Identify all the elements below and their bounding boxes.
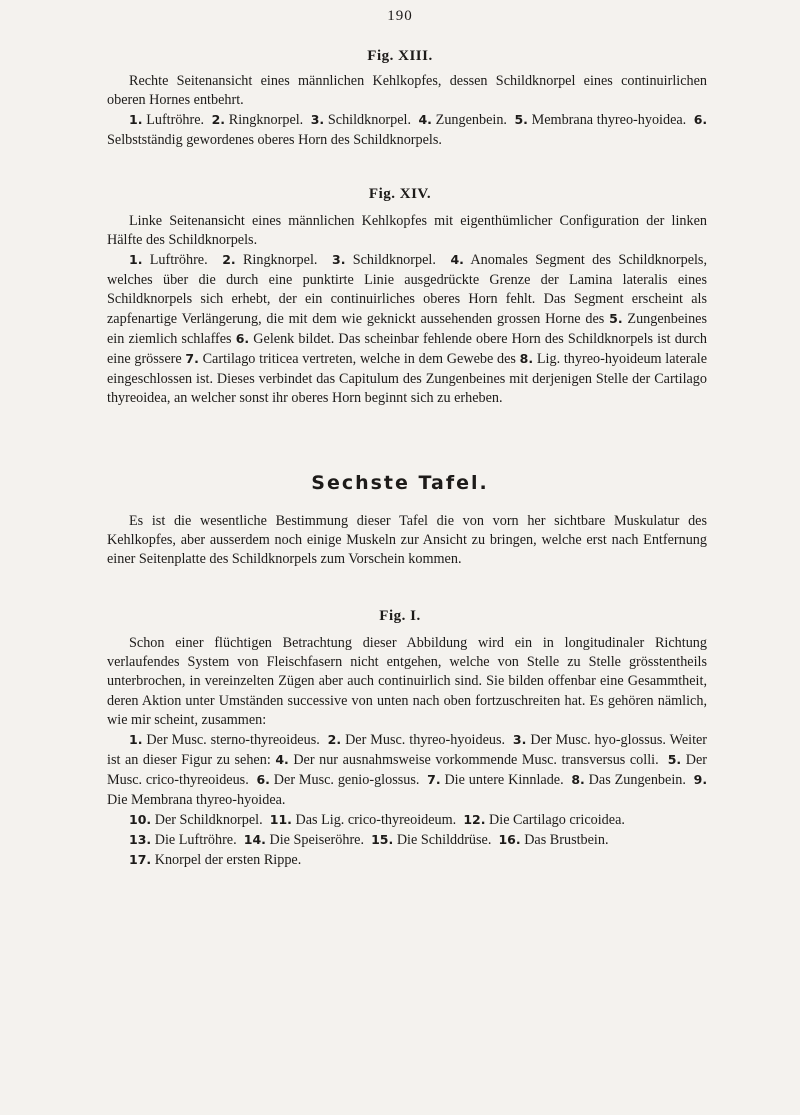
- legend-text: Der Musc. hyo-glossus. Weiter ist an dieser Figur zu sehen:: [107, 732, 708, 769]
- fig-13-description: Rechte Seitenansicht eines männlichen Kehlkopfes, dessen Schildknorpel eines continuirlichen oberen Hornes entbehrt.: [107, 73, 707, 109]
- fig-13-legend: [107, 110, 707, 149]
- legend-number: 1.: [129, 112, 143, 128]
- legend-number: 11.: [269, 811, 292, 827]
- legend-number: 5.: [667, 752, 682, 768]
- legend-text: Luftröhre.: [149, 252, 208, 269]
- fig-13-section: [107, 72, 707, 150]
- legend-number: 6.: [693, 112, 708, 128]
- legend-number: 12.: [463, 811, 486, 827]
- legend-number: 4.: [275, 752, 289, 768]
- fig-1-legend: [107, 730, 707, 870]
- legend-number: 13.: [129, 832, 152, 848]
- legend-text: Der nur ausnahmsweise vorkommende Musc. transversus colli.: [293, 752, 659, 769]
- legend-number: 1.: [129, 252, 143, 268]
- legend-text: Der Schildknorpel.: [154, 811, 263, 828]
- legend-number: 2.: [222, 252, 236, 268]
- legend-number: 16.: [498, 832, 521, 848]
- legend-number: 6.: [235, 331, 250, 347]
- legend-text: Das Lig. crico-thyreoideum.: [295, 811, 457, 828]
- legend-number: 6.: [256, 772, 270, 788]
- legend-text: Schildknorpel.: [327, 112, 412, 129]
- legend-number: 7.: [427, 772, 441, 788]
- fig-13-heading: Fig. XIII.: [367, 48, 433, 64]
- legend-text: Der Musc. genio-glossus.: [273, 772, 420, 789]
- fig-14-description: Linke Seitenansicht eines männlichen Kehlkopfes mit eigenthümlicher Configuration der linken Hälfte des Schildknorpels.: [107, 213, 707, 249]
- legend-text: Die Membrana thyreo-hyoidea.: [107, 791, 286, 808]
- legend-text: Lig. thyreo-hyoideum laterale eingeschlossen ist. Dieses verbindet das Capitulum des Zungenbeines mit derjenigen Stelle der Cartilago thyreoidea, an welcher sonst ihr oberes Horn beginnt sich zu erheben.: [107, 351, 708, 406]
- legend-text: Die Luftröhre.: [154, 832, 237, 849]
- fig-14-heading: Fig. XIV.: [368, 186, 432, 202]
- legend-number: 5.: [609, 311, 623, 327]
- legend-line: [107, 810, 707, 830]
- legend-text: Die Speiseröhre.: [269, 832, 365, 849]
- plate-intro: Es ist die wesentliche Bestimmung dieser Tafel die von vorn her sichtbare Muskulatur des Kehlkopfes, aber ausserdem noch einige Muskeln zur Ansicht zu bringen, welche erst nach Entfernung einer Seitenplatte des Schildknorpels zum Vorschein kommen.: [107, 513, 707, 568]
- legend-text: Zungenbein.: [435, 112, 507, 129]
- fig-1-heading: Fig. I.: [379, 608, 421, 624]
- fig-1-description: Schon einer flüchtigen Betrachtung dieser Abbildung wird ein in longitudinaler Richtung verlaufendes System von Fleischfasern nicht entgehen, welche von Stelle zu Stelle grösstentheils unterbrochen, in vereinzelten Zügen aber auch continuirlich sind. Sie bilden offenbar eine Gesammtheit, deren Aktion unter Umständen successive von unten nach oben fortzuschreiten hat. Es gehören nämlich, wie mir scheint, zusammen:: [107, 635, 707, 728]
- legend-text: Der Musc. sterno-thyreoideus.: [146, 732, 320, 749]
- legend-number: 3.: [512, 732, 527, 748]
- legend-line: [107, 830, 707, 850]
- legend-text: Der Musc. crico-thyreoideus.: [107, 752, 707, 789]
- legend-number: 4.: [450, 252, 464, 268]
- legend-number: 15.: [371, 832, 394, 848]
- legend-number: 5.: [514, 112, 528, 128]
- legend-number: 9.: [693, 772, 708, 788]
- legend-number: 17.: [129, 852, 152, 868]
- legend-text: Das Zungenbein.: [588, 772, 686, 789]
- legend-number: 7.: [185, 351, 199, 367]
- legend-text: Anomales Segment des Schildknorpels, welches über die durch eine punktirte Linie ausgedrückte Grenze der Lamina lateralis eines Schildknorpels sich erhebt, der ein continuirliches oberes Horn fehlt. Das Segment erscheint als zapfenartige Verlängerung, die mit dem wie geknickt aussehenden grossen Horne des: [107, 252, 707, 328]
- legend-number: 8.: [519, 351, 534, 367]
- legend-text: Der Musc. thyreo-hyoideus.: [345, 732, 506, 749]
- legend-text: Die Cartilago cricoidea.: [489, 811, 625, 828]
- legend-text: Zungenbeines ein ziemlich schlaffes: [107, 311, 707, 348]
- plate-intro-section: [107, 512, 707, 570]
- fig-14-section: [107, 212, 707, 408]
- legend-text: Knorpel der ersten Rippe.: [154, 852, 302, 869]
- legend-number: 1.: [129, 732, 143, 748]
- legend-text: Membrana thyreo-hyoidea.: [531, 112, 687, 129]
- legend-number: 8.: [571, 772, 585, 788]
- legend-text: Gelenk bildet. Das scheinbar fehlende obere Horn des Schildknorpels ist durch eine grössere: [107, 331, 708, 368]
- legend-text: Das Brustbein.: [524, 832, 609, 849]
- legend-number: 3.: [332, 252, 346, 268]
- legend-text: Cartilago triticea vertreten, welche in dem Gewebe des: [202, 351, 516, 368]
- legend-text: Luftröhre.: [146, 112, 205, 129]
- legend-line: [107, 850, 707, 870]
- legend-number: 10.: [129, 811, 152, 827]
- legend-number: 2.: [327, 732, 342, 748]
- fig-14-legend: [107, 250, 707, 408]
- legend-number: 3.: [310, 112, 325, 128]
- legend-text: Ringknorpel.: [242, 252, 318, 269]
- legend-number: 2.: [211, 112, 226, 128]
- page-number: 190: [387, 8, 413, 24]
- legend-number: 4.: [418, 112, 432, 128]
- legend-text: Die Schilddrüse.: [396, 832, 492, 849]
- legend-text: Die untere Kinnlade.: [444, 772, 564, 789]
- fig-1-section: [107, 634, 707, 870]
- legend-text: Selbstständig gewordenes oberes Horn des Schildknorpels.: [107, 131, 442, 148]
- legend-number: 14.: [243, 832, 266, 848]
- legend-text: Schildknorpel.: [352, 252, 436, 269]
- plate-heading: Sechste Tafel.: [311, 472, 489, 494]
- legend-text: Ringknorpel.: [228, 112, 304, 129]
